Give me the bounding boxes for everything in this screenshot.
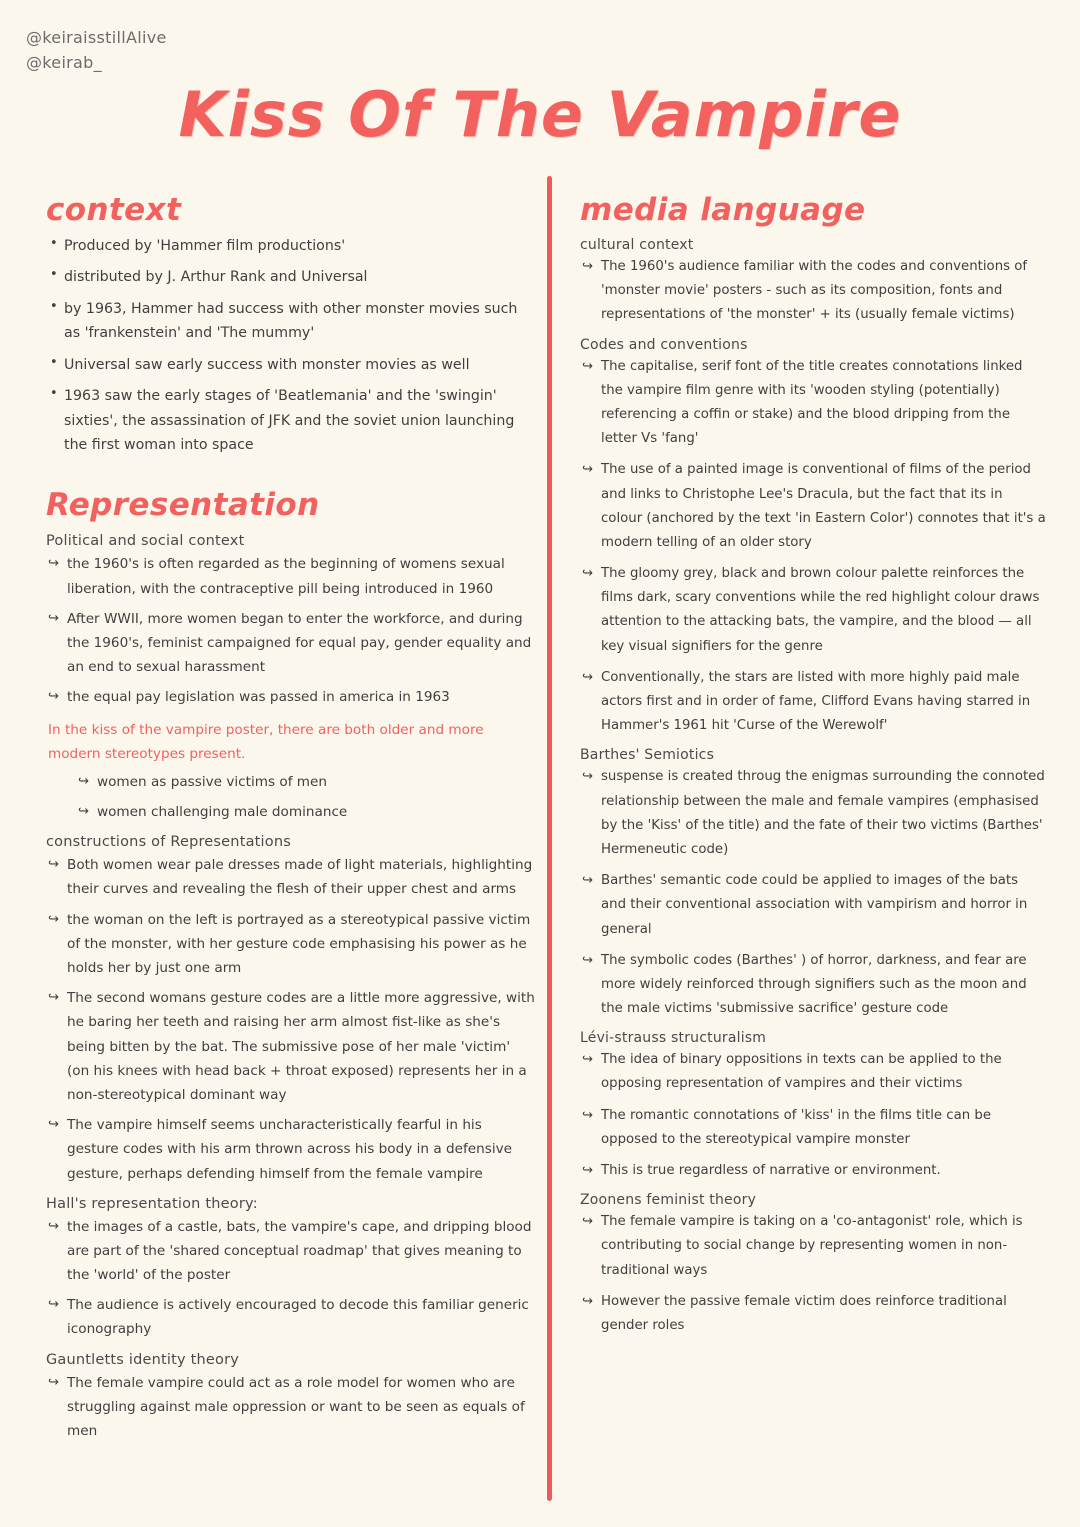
list-item: ↪ The second womans gesture codes are a little more aggressive, with he baring her teeth and raising her arm almost fist-like as she's being bitten by the bat. The submissive pose of her male 'victim' (on his knees with head back + throat exposed) represents her in a non-stereotypical dominant way bbox=[48, 986, 536, 1107]
list-item: ↪ the woman on the left is portrayed as a stereotypical passive victim of the monster, with her gesture code emphasising his power as he holds her by just one arm bbox=[48, 908, 536, 981]
list-item: ↪ Conventionally, the stars are listed with more highly paid male actors first and in order of fame, Clifford Evans having starred in Hammer's 1961 hit 'Curse of the Werewolf' bbox=[582, 666, 1046, 739]
heading-media-language: media language bbox=[580, 192, 866, 228]
handle-instagram: @keiraisstillAlive bbox=[26, 28, 167, 47]
constructions-list bbox=[48, 853, 536, 1185]
social-handles bbox=[26, 26, 167, 76]
list-item: ↪ The audience is actively encouraged to decode this familiar generic iconography bbox=[48, 1293, 536, 1341]
list-item: ↪ The 1960's audience familiar with the codes and conventions of 'monster movie' posters - such as its composition, fonts and representations of 'the monster' + its (usually female victims) bbox=[582, 255, 1046, 328]
subheading-halls-representation-theory: Hall's representation theory: bbox=[46, 1195, 258, 1212]
list-item: ↪ women challenging male dominance bbox=[78, 800, 536, 824]
stereotypes-note: In the kiss of the vampire poster, there are both older and more modern stereotypes present. bbox=[48, 721, 484, 762]
page-title: Kiss Of The Vampire bbox=[178, 78, 902, 151]
political-social-list bbox=[48, 552, 536, 709]
list-item: ↪ The capitalise, serif font of the title creates connotations linked the vampire film genre with its 'wooden styling (potentially) referencing a coffin or stake) and the blood dripping from the letter Vs 'fang' bbox=[582, 355, 1046, 452]
column-divider bbox=[547, 176, 552, 1501]
levi-strauss-list bbox=[582, 1048, 1046, 1183]
list-item: ↪ The female vampire is taking on a 'co-antagonist' role, which is contributing to social change by representing women in non-traditional ways bbox=[582, 1210, 1046, 1283]
heading-context: context bbox=[46, 192, 182, 228]
list-item: ↪ The vampire himself seems uncharacteristically fearful in his gesture codes with his arm thrown across his body in a defensive gesture, perhaps defending himself from the female vampire bbox=[48, 1113, 536, 1186]
list-item: ↪ This is true regardless of narrative or environment. bbox=[582, 1159, 1046, 1183]
list-item: ↪ The romantic connotations of 'kiss' in the films title can be opposed to the stereotypical vampire monster bbox=[582, 1104, 1046, 1152]
subheading-constructions-of-representations: constructions of Representations bbox=[46, 834, 291, 851]
subheading-political-social-context: Political and social context bbox=[46, 533, 245, 550]
right-column bbox=[578, 192, 1046, 1345]
list-item: • Produced by 'Hammer film productions' bbox=[48, 234, 536, 258]
list-item: ↪ The symbolic codes (Barthes' ) of horror, darkness, and fear are more widely reinforced through signifiers such as the moon and the male victims 'submissive sacrifice' gesture code bbox=[582, 949, 1046, 1022]
barthes-list bbox=[582, 765, 1046, 1021]
halls-theory-list bbox=[48, 1215, 536, 1342]
left-column bbox=[44, 192, 536, 1449]
gauntletts-theory-list bbox=[48, 1371, 536, 1444]
list-item: ↪ suspense is created throug the enigmas surrounding the connoted relationship between the male and female vampires (emphasised by the 'Kiss' of the title) and the fate of their two victims (Barthes' Hermeneutic code) bbox=[582, 765, 1046, 862]
list-item: • Universal saw early success with monster movies as well bbox=[48, 353, 536, 377]
list-item: ↪ The female vampire could act as a role model for women who are struggling against male oppression or want to be seen as equals of men bbox=[48, 1371, 536, 1444]
subheading-zoonens-feminist-theory: Zoonens feminist theory bbox=[580, 1192, 757, 1209]
zoonen-list bbox=[582, 1210, 1046, 1338]
list-item: ↪ the 1960's is often regarded as the beginning of womens sexual liberation, with the contraceptive pill being introduced in 1960 bbox=[48, 552, 536, 600]
heading-representation: Representation bbox=[46, 487, 320, 524]
context-list bbox=[48, 234, 536, 457]
list-item: ↪ The idea of binary oppositions in texts can be applied to the opposing representation of vampires and their victims bbox=[582, 1048, 1046, 1096]
list-item: ↪ women as passive victims of men bbox=[78, 770, 536, 794]
list-item: ↪ the images of a castle, bats, the vampire's cape, and dripping blood are part of the 'shared conceptual roadmap' that gives meaning to the 'world' of the poster bbox=[48, 1215, 536, 1288]
stereotypes-list bbox=[78, 770, 536, 824]
subheading-codes-and-conventions: Codes and conventions bbox=[580, 336, 748, 353]
list-item: • distributed by J. Arthur Rank and Universal bbox=[48, 265, 536, 289]
codes-conventions-list bbox=[582, 355, 1046, 739]
list-item: • 1963 saw the early stages of 'Beatlemania' and the 'swingin' sixties', the assassination of JFK and the soviet union launching the first woman into space bbox=[48, 384, 536, 457]
list-item: ↪ The gloomy grey, black and brown colour palette reinforces the films dark, scary conventions while the red highlight colour draws attention to the attacking bats, the vampire, and the blood — all key visual signifiers for the genre bbox=[582, 562, 1046, 659]
list-item: ↪ However the passive female victim does reinforce traditional gender roles bbox=[582, 1290, 1046, 1338]
list-item: ↪ the equal pay legislation was passed in america in 1963 bbox=[48, 685, 536, 709]
list-item: ↪ Barthes' semantic code could be applied to images of the bats and their conventional association with vampirism and horror in general bbox=[582, 869, 1046, 942]
list-item: ↪ Both women wear pale dresses made of light materials, highlighting their curves and revealing the flesh of their upper chest and arms bbox=[48, 853, 536, 901]
subheading-barthes-semiotics: Barthes' Semiotics bbox=[580, 747, 715, 764]
subheading-cultural-context: cultural context bbox=[580, 237, 694, 253]
subheading-gauntletts-identity-theory: Gauntletts identity theory bbox=[46, 1351, 240, 1368]
handle-secondary: @keirab_ bbox=[26, 52, 102, 72]
cultural-context-list bbox=[582, 255, 1046, 328]
list-item: ↪ After WWII, more women began to enter the workforce, and during the 1960's, feminist campaigned for equal pay, gender equality and an end to sexual harassment bbox=[48, 607, 536, 680]
subheading-levi-strauss-structuralism: Lévi-strauss structuralism bbox=[580, 1030, 767, 1047]
list-item: ↪ The use of a painted image is conventional of films of the period and links to Christophe Lee's Dracula, but the fact that its in colour (anchored by the text 'in Eastern Color') connotes that it's a modern telling of an older story bbox=[582, 458, 1046, 555]
list-item: • by 1963, Hammer had success with other monster movies such as 'frankenstein' and 'The mummy' bbox=[48, 297, 536, 346]
